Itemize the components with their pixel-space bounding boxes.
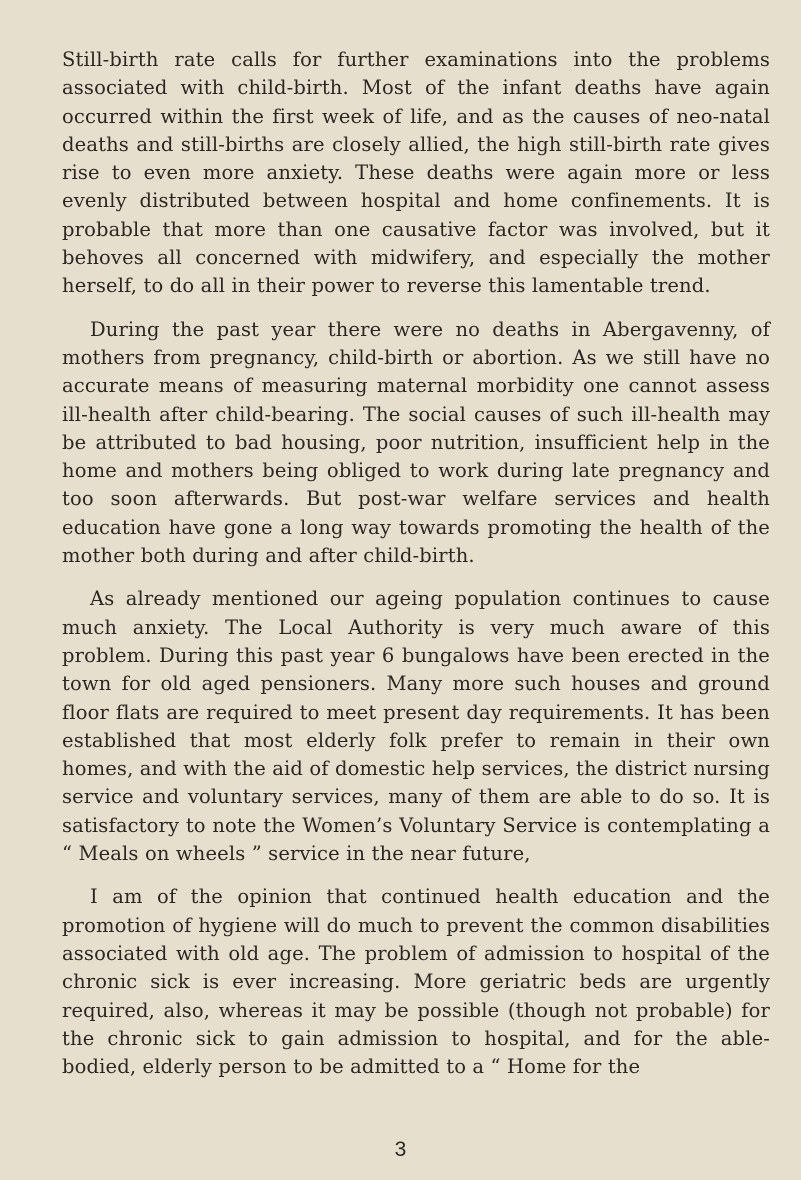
paragraph-health-education: I am of the opinion that continued health education and the promotion of hygiene will do much to prevent the common disabilities associated with old age. The problem of admission to hospital of the chronic sick is ever increasing. More geriatric beds are urgently required, also, whereas it may be possible (though not probable) for the chronic sick to gain admission to hospital, and for the able-bodied, elderly person to be admitted to a “ Home for the — [62, 885, 770, 1079]
paragraph-stillbirth: Still-birth rate calls for further examinations into the problems associated with child-birth. Most of the infant deaths have again occurred within the first week of life, and as the causes of neo-natal deaths and still-births are closely allied, the high still-birth rate gives rise to even more anxiety. These deaths were again more or less evenly distributed between hospital and home confinements. It is probable that more than one causative factor was involved, but it behoves all concerned with midwifery, and especially the mother herself, to do all in their power to reverse this lamentable trend. — [62, 48, 770, 298]
page-number: 3 — [394, 1138, 407, 1161]
paragraph-maternal-health: During the past year there were no deaths in Abergavenny, of mothers from pregnancy, child-birth or abortion. As we still have no accurate means of measuring maternal morbidity one cannot assess ill-health after child-bearing. The social causes of such ill-health may be attributed to bad housing, poor nutrition, insufficient help in the home and mothers being obliged to work during late pregnancy and too soon afterwards. But post-war welfare services and health education have gone a long way towards promoting the health of the mother both during and after child-birth. — [62, 317, 770, 568]
paragraph-ageing-population: As already mentioned our ageing population continues to cause much anxiety. The Local Authority is very much aware of this problem. During this past year 6 bungalows have been erected in the town for old aged pensioners. Many more such houses and ground floor flats are required to meet present day requirements. It has been established that most elderly folk prefer to remain in their own homes, and with the aid of domestic help services, the district nursing service and voluntary services, many of them are able to do so. It is satisfactory to note the Women’s Voluntary Service is contemplating a “ Meals on wheels ” service in the near future, — [62, 587, 770, 866]
body-text — [62, 46, 770, 1096]
